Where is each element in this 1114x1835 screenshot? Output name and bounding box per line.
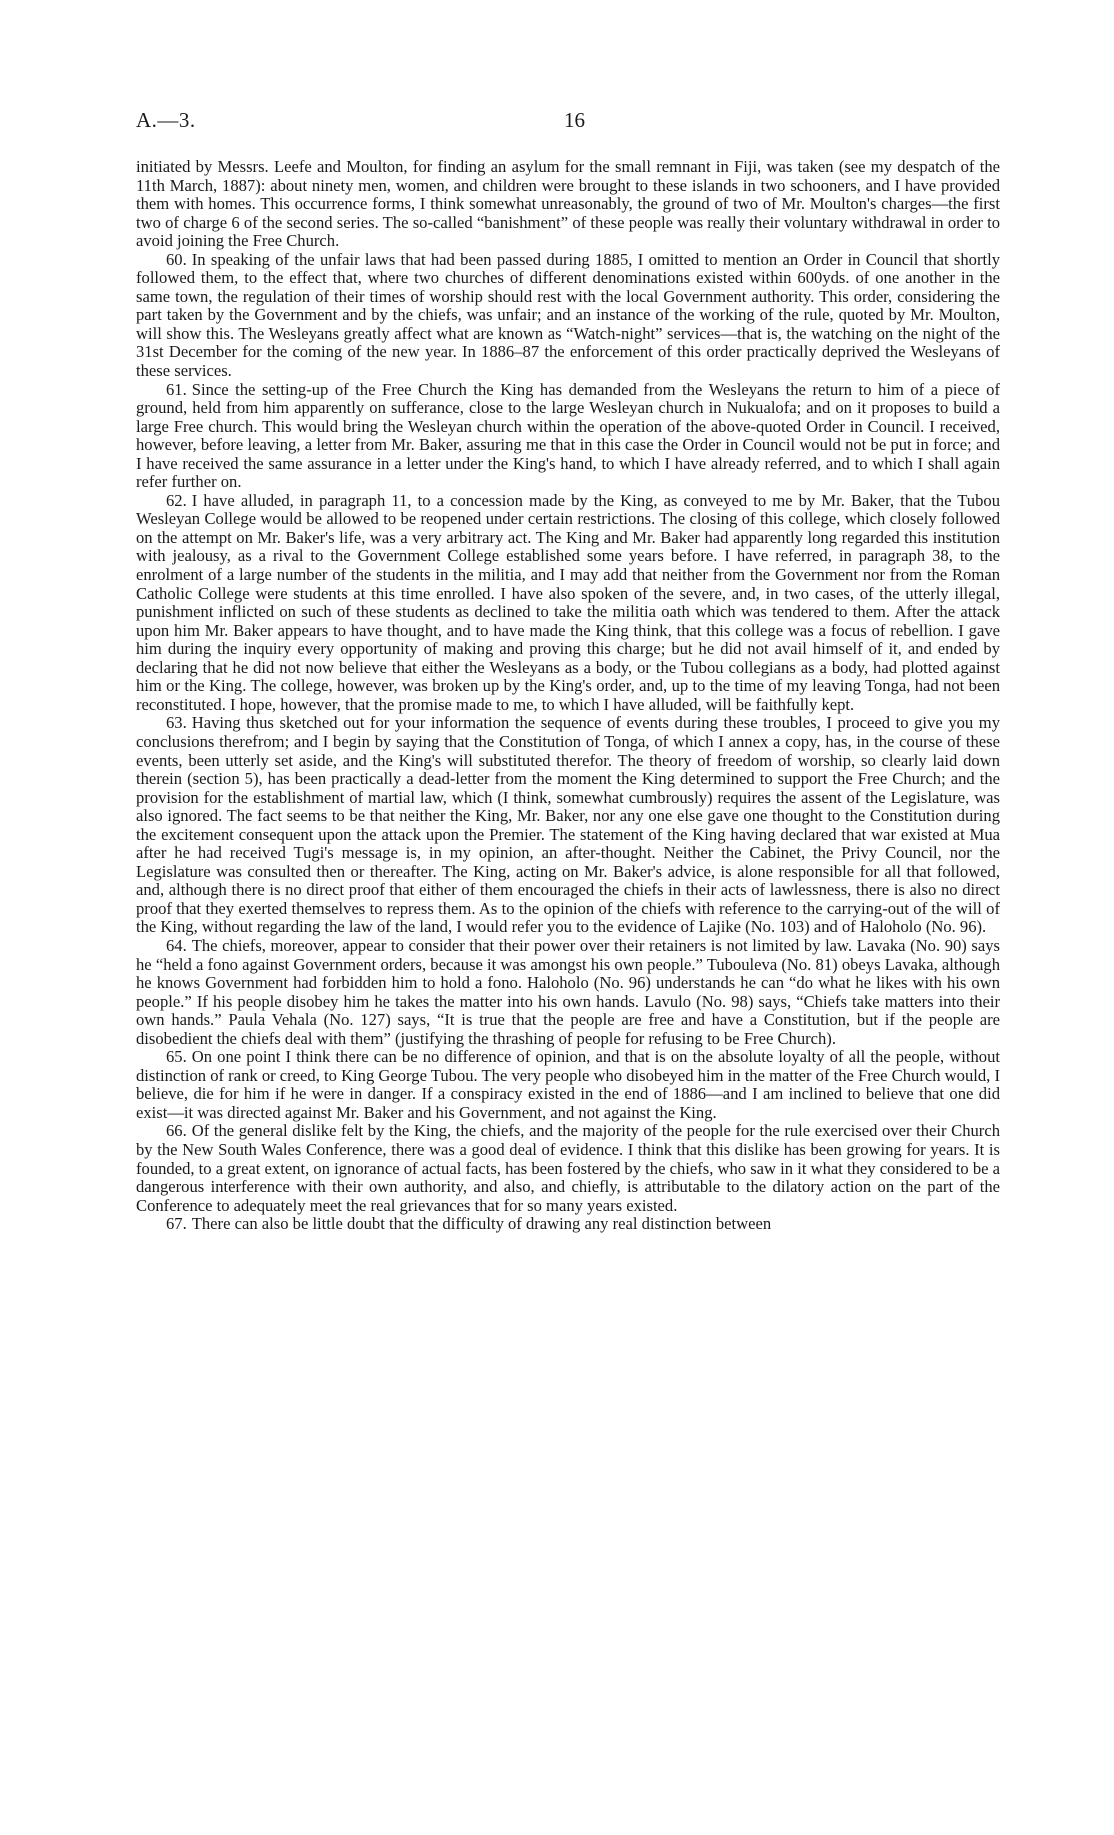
- paragraph-text: On one point I think there can be no difference of opinion, and that is on the absolute loyalty of all the people, without distinction of rank or creed, to King George Tubou. The very people who disobeyed him in the matter of the Free Church would, I believe, die for him if he were in danger. If a conspiracy existed in the end of 1886—and I am inclined to believe that one did exist—it was directed against Mr. Baker and his Government, and not against the King.: [136, 1047, 1000, 1122]
- paragraph-63: [136, 714, 1000, 937]
- paragraph-number: 65.: [166, 1047, 187, 1067]
- paragraph-text: Of the general dislike felt by the King, the chiefs, and the majority of the people for the rule exercised over their Church by the New South Wales Conference, there was a good deal of evidence. I think that this dislike has been growing for years. It is founded, to a great extent, on ignorance of actual facts, has been fostered by the chiefs, who saw in it what they considered to be a dangerous interference with their own authority, and also, and chiefly, is attributable to the dilatory action on the part of the Conference to adequately meet the real grievances that for so many years existed.: [136, 1121, 1000, 1215]
- document-reference: A.—3.: [136, 108, 196, 132]
- paragraph-number: 67.: [166, 1214, 187, 1234]
- paragraph-number: 62.: [166, 490, 187, 510]
- paragraph-60: [136, 251, 1000, 381]
- paragraph-61: [136, 381, 1000, 492]
- paragraph-number: 64.: [166, 935, 187, 955]
- paragraph-66: [136, 1122, 1000, 1215]
- paragraph-text: The chiefs, moreover, appear to consider that their power over their retainers is not limited by law. Lavaka (No. 90) says he “held a fono against Government orders, because it was amongst his own people.” Tubouleva (No. 81) obeys Lavaka, although he knows Government had forbidden him to hold a fono. Haloholo (No. 96) understands he can “do what he likes with his own people.” If his people disobey him he takes the matter into his own hands. Lavulo (No. 98) says, “Chiefs take matters into their own hands.” Paula Vehala (No. 127) says, “It is true that the people are free and have a Constitution, but if the people are disobedient the chiefs deal with them” (justifying the thrashing of people for refusing to be Free Church).: [136, 935, 1000, 1048]
- continuation-paragraph: initiated by Messrs. Leefe and Moulton, for finding an asylum for the small remnant in Fiji, was taken (see my despatch of the 11th March, 1887): about ninety men, women, and children were brought to these islands in two schooners, and I have provided them with homes. This occurrence forms, I think somewhat unreasonably, the ground of two of Mr. Moulton's charges—the first two of charge 6 of the second series. The so-called “banishment” of these people was really their voluntary withdrawal in order to avoid joining the Free Church.: [136, 157, 1000, 251]
- paragraph-text: There can also be little doubt that the difficulty of drawing any real distinction between: [191, 1214, 772, 1234]
- paragraph-62: [136, 492, 1000, 715]
- paragraph-text: Having thus sketched out for your information the sequence of events during these troubles, I proceed to give you my conclusions therefrom; and I begin by saying that the Constitution of Tonga, of which I annex a copy, has, in the course of these events, been utterly set aside, and the King's will substituted therefor. The theory of freedom of worship, so clearly laid down therein (section 5), has been practically a dead-letter from the moment the King determined to support the Free Church; and the provision for the establishment of martial law, which (I think, somewhat cumbrously) requires the assent of the Legislature, was also ignored. The fact seems to be that neither the King, Mr. Baker, nor any one else gave one thought to the Constitution during the excitement consequent upon the attack upon the Premier. The statement of the King having declared that war existed at Mua after he had received Tugi's message is, in my opinion, an after-thought. Neither the Cabinet, the Privy Council, nor the Legislature was consulted then or thereafter. The King, acting on Mr. Baker's advice, is alone responsible for all that followed, and, although there is no direct proof that either of them encouraged the chiefs in their acts of lawlessness, there is also no direct proof that they exerted themselves to repress them. As to the opinion of the chiefs with reference to the carrying-out of the will of the King, without regarding the law of the land, I would refer you to the evidence of Lajike (No. 103) and of Haloholo (No. 96).: [136, 713, 1000, 937]
- paragraph-number: 63.: [166, 713, 187, 733]
- paragraph-65: [136, 1048, 1000, 1122]
- page-number: 16: [564, 108, 585, 132]
- paragraph-64: [136, 937, 1000, 1048]
- paragraph-number: 60.: [166, 249, 187, 269]
- paragraph-text: In speaking of the unfair laws that had been passed during 1885, I omitted to mention an Order in Council that shortly followed them, to the effect that, where two churches of different denominations existed within 600yds. of one another in the same town, the regulation of their times of worship should rest with the local Government authority. This order, considering the part taken by the Government and by the chiefs, was unfair; and an instance of the working of the rule, quoted by Mr. Moulton, will show this. The Wesleyans greatly affect what are known as “Watch-night” services—that is, the watching on the night of the 31st December for the coming of the new year. In 1886–87 the enforcement of this order practically deprived the Wesleyans of these services.: [136, 249, 1000, 381]
- page-header: [136, 108, 1000, 138]
- paragraph-text: I have alluded, in paragraph 11, to a concession made by the King, as conveyed to me by Mr. Baker, that the Tubou Wesleyan College would be allowed to be reopened under certain restrictions. The closing of this college, which closely followed on the attempt on Mr. Baker's life, was a very arbitrary act. The King and Mr. Baker had apparently long regarded this institution with jealousy, as a rival to the Government College established some years before. I have referred, in paragraph 38, to the enrolment of a large number of the students in the militia, and I may add that neither from the Government nor from the Roman Catholic College were students at this time enrolled. I have also spoken of the severe, and, in two cases, of the utterly illegal, punishment inflicted on such of these students as declined to take the militia oath which was tendered to them. After the attack upon him Mr. Baker appears to have thought, and to have made the King think, that this college was a focus of rebellion. I gave him during the inquiry every opportunity of making and proving this charge; but he did not avail himself of it, and ended by declaring that he did not now believe that either the Wesleyans as a body, or the Tubou collegians as a body, had plotted against him or the King. The college, however, was broken up by the King's order, and, up to the time of my leaving Tonga, had not been reconstituted. I hope, however, that the promise made to me, to which I have alluded, will be faithfully kept.: [136, 490, 1000, 714]
- paragraph-number: 61.: [166, 379, 187, 399]
- paragraph-text: Since the setting-up of the Free Church the King has demanded from the Wesleyans the return to him of a piece of ground, held from him apparently on sufferance, close to the large Wesleyan church in Nukualofa; and on it proposes to build a large Free church. This would bring the Wesleyan church within the operation of the above-quoted Order in Council. I received, however, before leaving, a letter from Mr. Baker, assuring me that in this case the Order in Council would not be put in force; and I have received the same assurance in a letter under the King's hand, to which I have already referred, and to which I shall again refer further on.: [136, 379, 1000, 492]
- paragraph-67: [136, 1215, 1000, 1234]
- paragraph-number: 66.: [166, 1121, 187, 1141]
- body-text: [136, 158, 1000, 1234]
